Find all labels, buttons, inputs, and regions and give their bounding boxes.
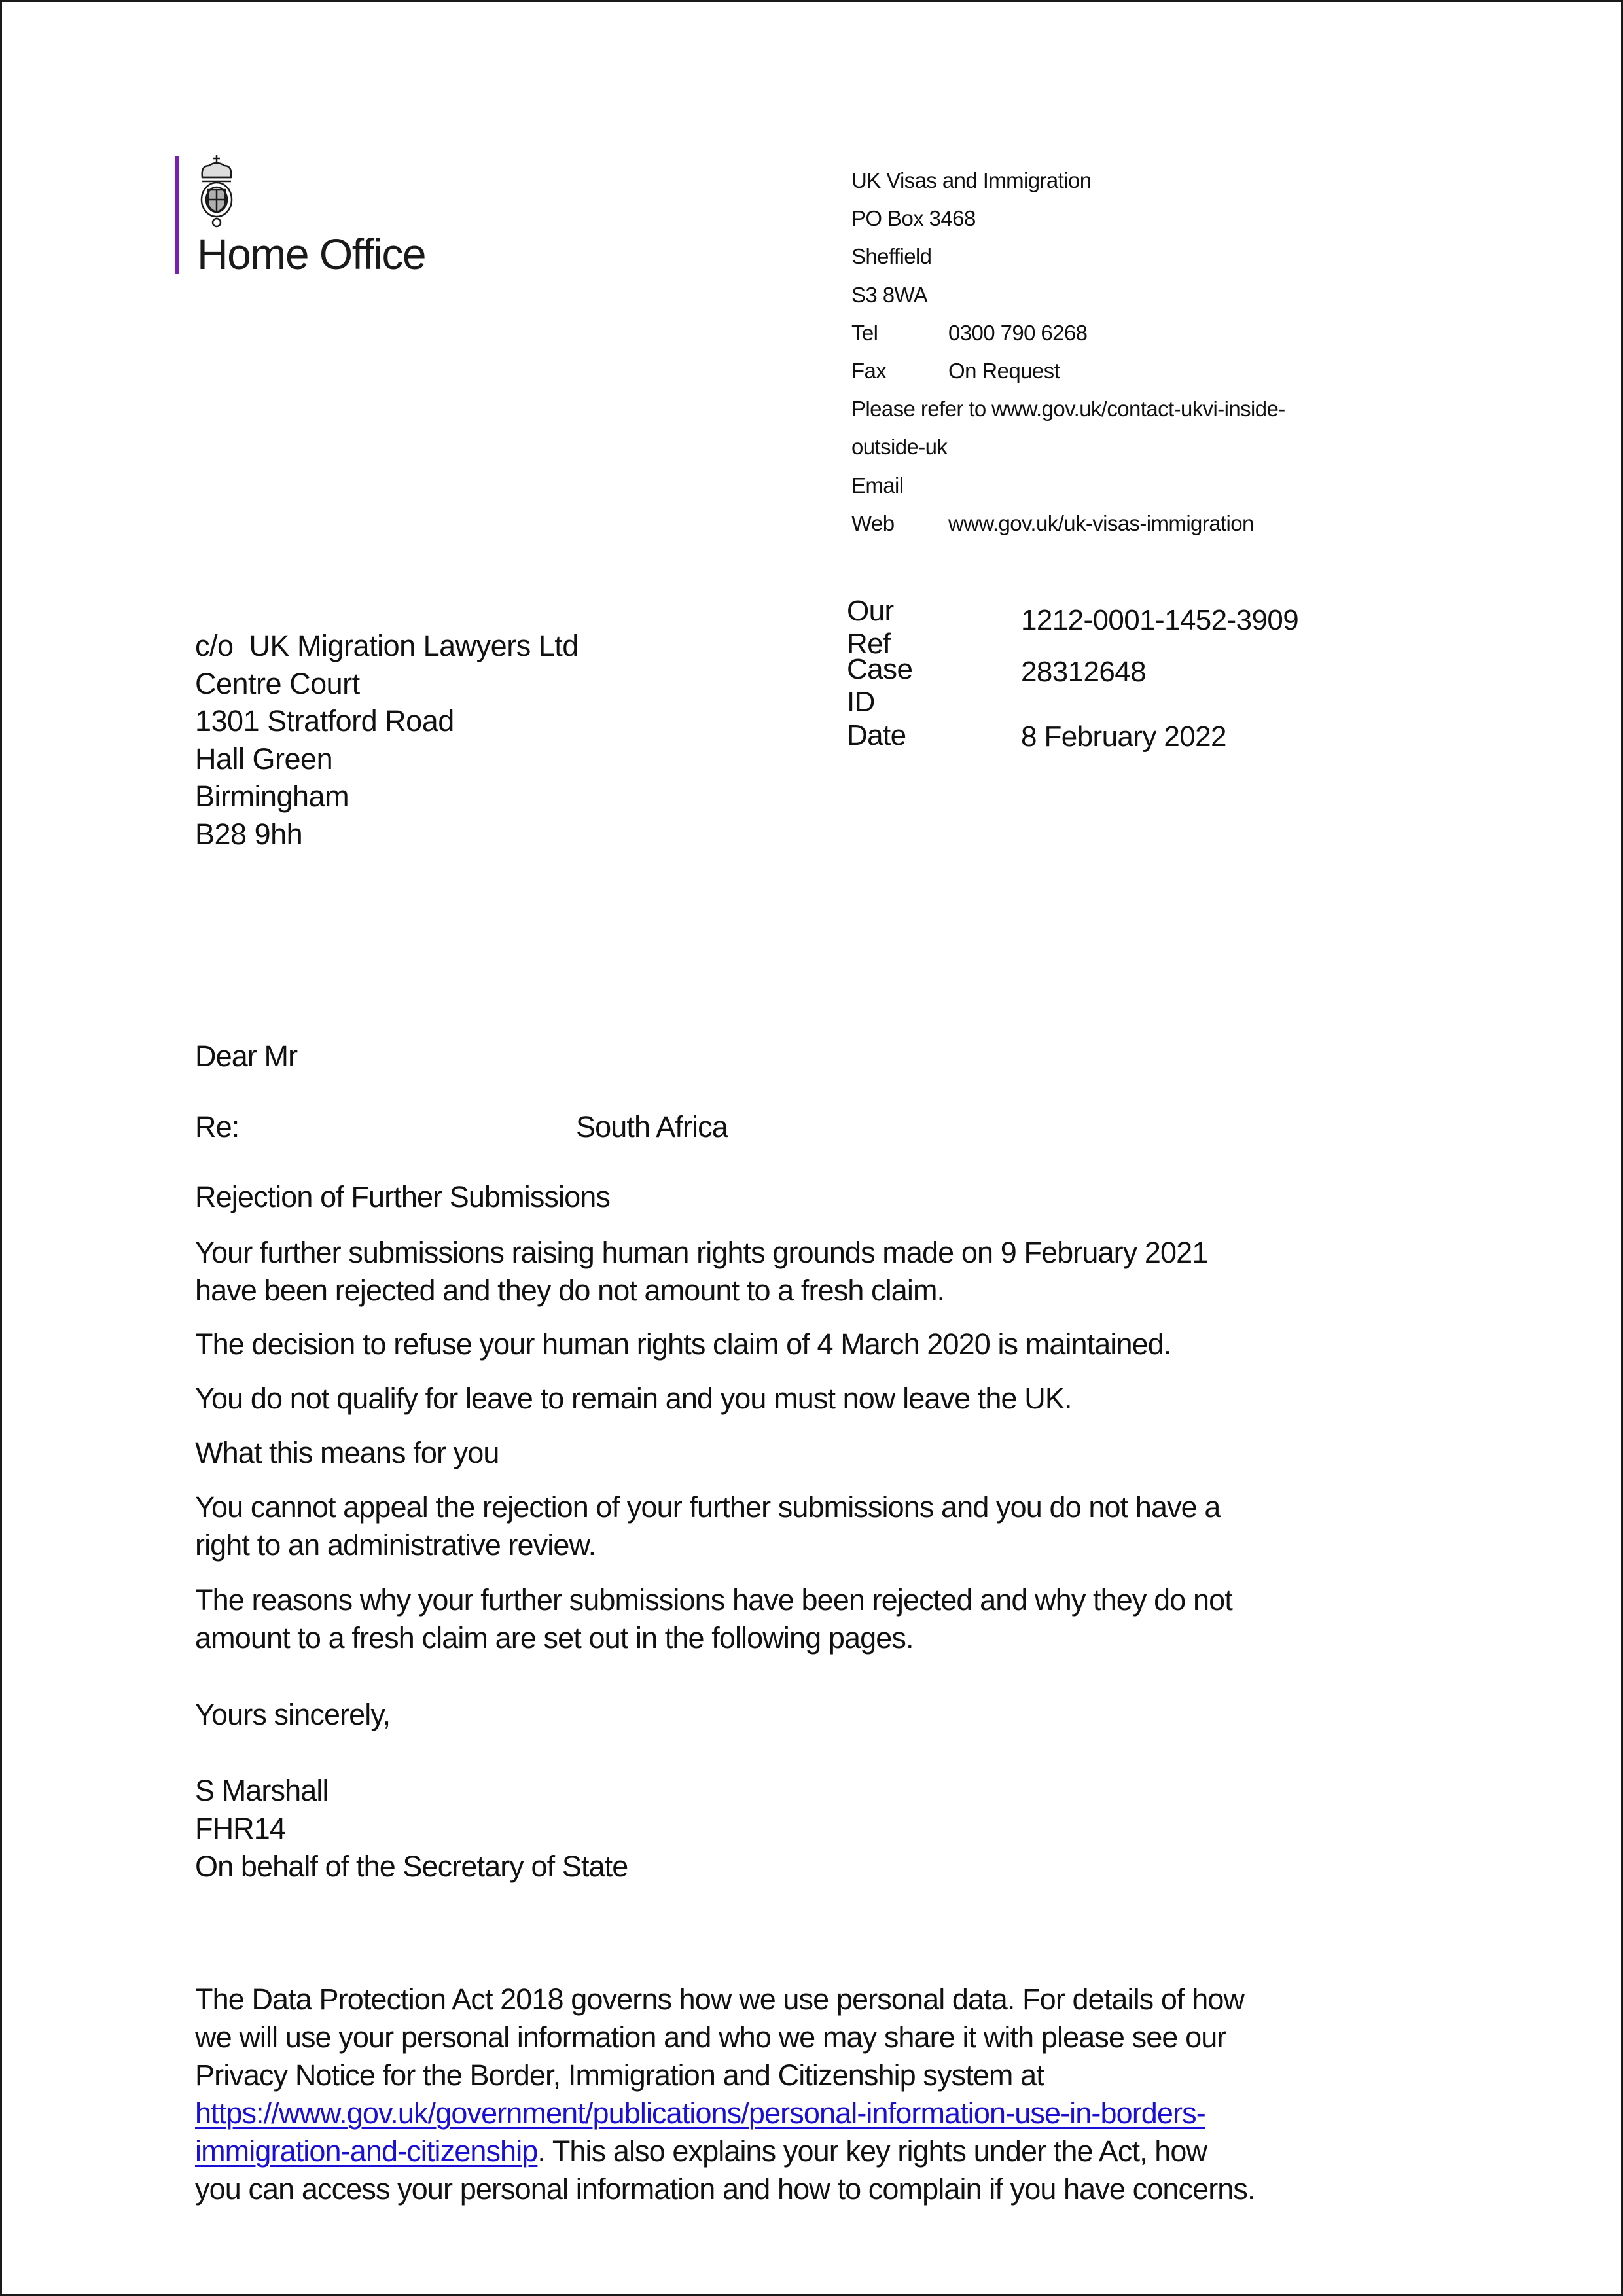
refer-line: Please refer to www.gov.uk/contact-ukvi-inside- (851, 397, 1285, 422)
fax-label: Fax (851, 358, 887, 383)
recipient-line: Centre Court (195, 666, 360, 700)
web-label: Web (851, 511, 895, 535)
tel-value: 0300 790 6268 (948, 320, 1088, 345)
paragraph-reasons (195, 1581, 1373, 1657)
re-line (195, 1108, 1373, 1146)
heading-what-this-means: What this means for you (195, 1436, 499, 1469)
privacy-notice (195, 1981, 1373, 2208)
fax-row (851, 352, 1285, 390)
privacy-line: Privacy Notice for the Border, Immigration and Citizenship system at (195, 2058, 1044, 2092)
recipient-line: c/o UK Migration Lawyers Ltd (195, 629, 579, 662)
sender-address-block (851, 162, 1285, 543)
signatory-code: FHR14 (195, 1812, 286, 1845)
recipient-line: 1301 Stratford Road (195, 704, 454, 738)
paragraph-leave-uk: You do not qualify for leave to remain and you must now leave the UK. (195, 1382, 1072, 1415)
re-label: Re: (195, 1110, 240, 1143)
date-label: Date (847, 719, 906, 751)
paragraph-line: The reasons why your further submissions have been rejected and why they do not (195, 1583, 1232, 1617)
paragraph-line: Your further submissions raising human rights grounds made on 9 February 2021 (195, 1236, 1208, 1269)
brand-accent-bar (175, 156, 179, 274)
tel-row (851, 314, 1285, 352)
privacy-line: we will use your personal information and who we may share it with please see our (195, 2020, 1226, 2054)
paragraph-line: You cannot appeal the rejection of your further submissions and you do not have a (195, 1490, 1221, 1524)
email-row (851, 467, 1285, 505)
paragraph-line: have been rejected and they do not amount to a fresh claim. (195, 1274, 945, 1307)
paragraph-decision-maintained: The decision to refuse your human rights claim of 4 March 2020 is maintained. (195, 1327, 1171, 1361)
privacy-notice-link-continued[interactable]: immigration-and-citizenship (195, 2134, 538, 2168)
sender-line: S3 8WA (851, 282, 928, 307)
date-value: 8 February 2022 (1021, 721, 1226, 753)
tel-label: Tel (851, 320, 878, 345)
sender-line: UK Visas and Immigration (851, 168, 1092, 192)
privacy-line: . This also explains your key rights under the Act, how (537, 2134, 1207, 2168)
sender-line: PO Box 3468 (851, 206, 976, 231)
signatory-role: On behalf of the Secretary of State (195, 1850, 628, 1883)
recipient-line: B28 9hh (195, 817, 303, 851)
subject-heading: Rejection of Further Submissions (195, 1180, 610, 1213)
web-value: www.gov.uk/uk-visas-immigration (948, 511, 1254, 535)
royal-crest-icon (197, 154, 236, 230)
privacy-line: The Data Protection Act 2018 governs how we use personal data. For details of how (195, 1982, 1245, 2016)
closing: Yours sincerely, (195, 1698, 391, 1731)
sender-line: Sheffield (851, 244, 932, 269)
email-label: Email (851, 473, 904, 497)
paragraph-line: amount to a fresh claim are set out in the following pages. (195, 1621, 914, 1655)
home-office-wordmark: Home Office (197, 230, 426, 278)
paragraph-submissions-rejected (195, 1234, 1373, 1310)
privacy-line: you can access your personal information and how to complain if you have concerns. (195, 2172, 1255, 2206)
fax-value: On Request (948, 358, 1060, 383)
signature-block (195, 1772, 1373, 1886)
our-ref-value: 1212-0001-1452-3909 (1021, 604, 1299, 636)
refer-line-continued: outside-uk (851, 435, 948, 459)
recipient-line: Hall Green (195, 742, 333, 776)
recipient-address-block (195, 627, 579, 853)
signatory-name: S Marshall (195, 1774, 329, 1807)
privacy-notice-link[interactable]: https://www.gov.uk/government/publications/personal-information-use-in-borders- (195, 2096, 1205, 2130)
paragraph-line: right to an administrative review. (195, 1528, 596, 1562)
case-id-value: 28312648 (1021, 656, 1146, 688)
web-row (851, 505, 1285, 543)
recipient-line: Birmingham (195, 780, 349, 813)
paragraph-no-appeal (195, 1488, 1373, 1564)
re-country: South Africa (576, 1110, 728, 1143)
salutation: Dear Mr (195, 1039, 298, 1073)
our-ref-label: Our Ref (847, 595, 894, 660)
case-id-label: Case ID (847, 653, 913, 718)
